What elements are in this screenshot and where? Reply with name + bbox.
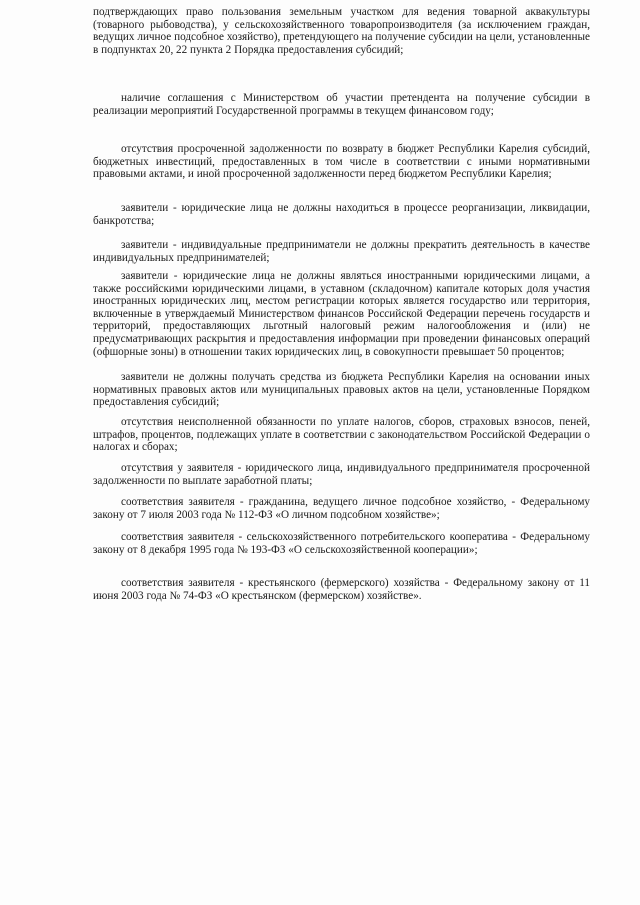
paragraph-peasant-farm-law: соответствия заявителя - крестьянского (фермерского) хозяйства - Федеральному закону от 11 июня 2003 года № 74-ФЗ «О крестьянском (фермерском) хозяйстве». bbox=[93, 577, 590, 602]
paragraph-no-salary-arrears: отсутствия у заявителя - юридического лица, индивидуального предпринимателя просроченной задолженности по выплате заработной платы; bbox=[93, 462, 590, 487]
paragraph-ministry-agreement: наличие соглашения с Министерством об участии претендента на получение субсидии в реализации мероприятий Государственной программы в текущем финансовом году; bbox=[93, 92, 590, 117]
paragraph-personal-farm-law: соответствия заявителя - гражданина, ведущего личное подсобное хозяйство, - Федеральному закону от 7 июля 2003 года № 112-ФЗ «О личном подсобном хозяйстве»; bbox=[93, 496, 590, 521]
paragraph-entrepreneurs-active: заявители - индивидуальные предприниматели не должны прекратить деятельность в качестве индивидуальных предпринимателей; bbox=[93, 239, 590, 264]
paragraph-not-foreign-entities: заявители - юридические лица не должны являться иностранными юридическими лицами, а также российскими юридическими лицами, в уставном (складочном) капитале которых доля участия иностранных юридических лиц, местом регистрации которых является государство или территория, включенные в утверждаемый Министерством финансов Российской Федерации перечень государств и территорий, предоставляющих льготный налоговый режим налогообложения и (или) не предусматривающих раскрытия и предоставления информации при проведении финансовых операций (офшорные зоны) в отношении таких юридических лиц, в совокупности превышает 50 процентов; bbox=[93, 270, 590, 358]
paragraph-land-rights: подтверждающих право пользования земельным участком для ведения товарной аквакультуры (товарного рыбоводства), у сельскохозяйственного товаропроизводителя (за исключением граждан, ведущих личное подсобное хозяйство), претендующего на получение субсидии на цели, установленные в подпунктах 20, 22 пункта 2 Порядка предоставления субсидий; bbox=[93, 6, 590, 56]
paragraph-cooperative-law: соответствия заявителя - сельскохозяйственного потребительского кооператива - Федеральному закону от 8 декабря 1995 года № 193-ФЗ «О сельскохозяйственной кооперации»; bbox=[93, 531, 590, 556]
paragraph-no-reorganization: заявители - юридические лица не должны находиться в процессе реорганизации, ликвидации, банкротства; bbox=[93, 202, 590, 227]
paragraph-no-overdue-debt: отсутствия просроченной задолженности по возврату в бюджет Республики Карелия субсидий, бюджетных инвестиций, предоставленных в том числе в соответствии с иными нормативными правовыми актами, и иной просроченной задолженности перед бюджетом Республики Карелия; bbox=[93, 143, 590, 181]
paragraph-no-other-funds: заявители не должны получать средства из бюджета Республики Карелия на основании иных нормативных правовых актов или муниципальных правовых актов на цели, установленные Порядком предоставления субсидий; bbox=[93, 371, 590, 409]
paragraph-no-tax-arrears: отсутствия неисполненной обязанности по уплате налогов, сборов, страховых взносов, пеней, штрафов, процентов, подлежащих уплате в соответствии с законодательством Российской Федерации о налогах и сборах; bbox=[93, 416, 590, 454]
